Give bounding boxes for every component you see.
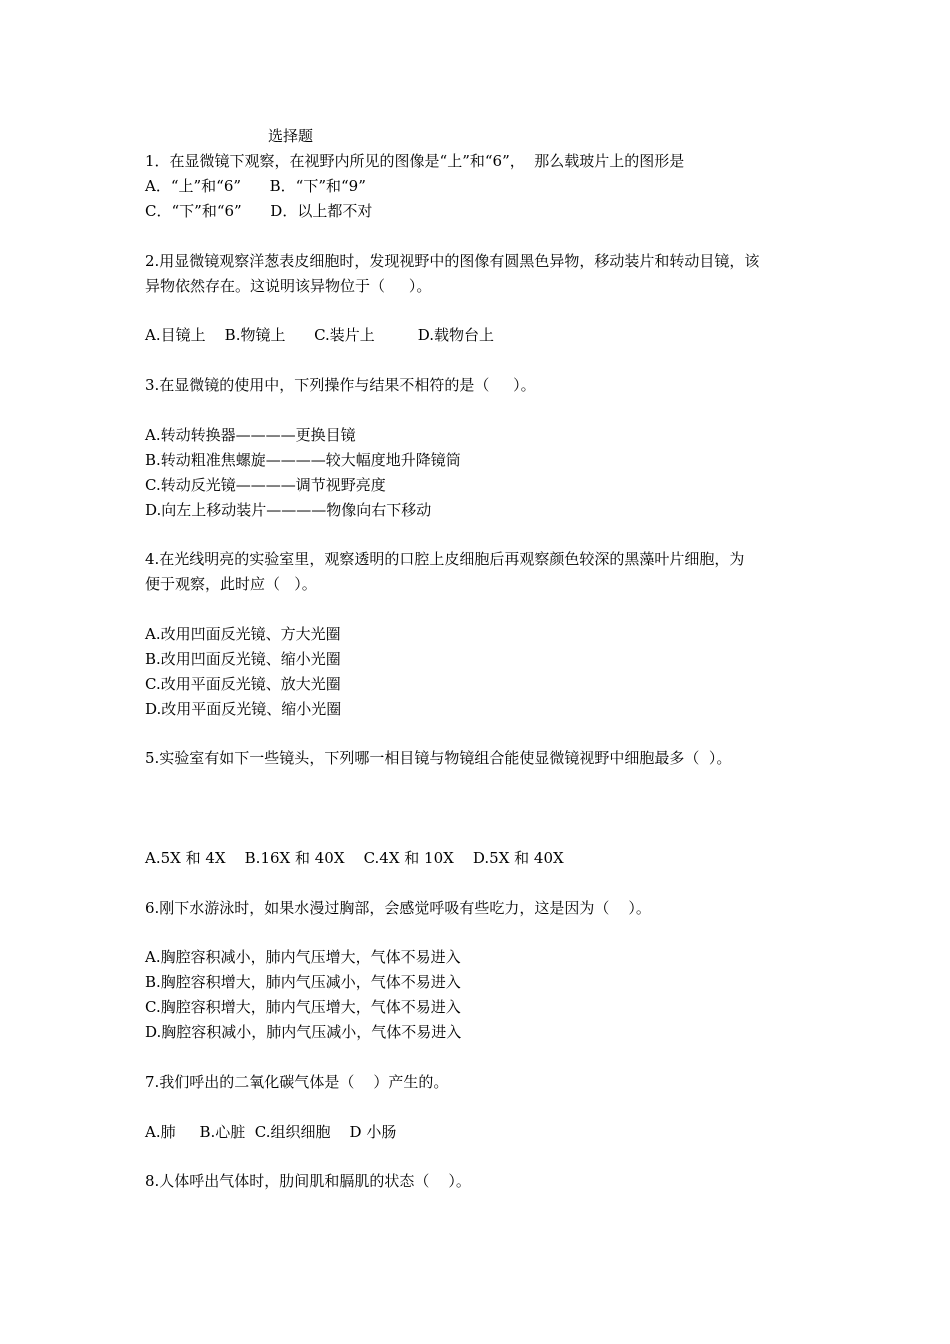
question-stem: 3.在显微镜的使用中，下列操作与结果不相符的是（ ）。 — [145, 376, 536, 394]
question-option: C.转动反光镜————调节视野亮度 — [145, 476, 386, 494]
question-stem: 6.刚下水游泳时，如果水漫过胸部，会感觉呼吸有些吃力，这是因为（ ）。 — [145, 899, 651, 917]
question-options: C．“下”和“6” D．以上都不对 — [145, 202, 373, 220]
question-option: A.胸腔容积减小，肺内气压增大，气体不易进入 — [145, 948, 461, 966]
question-option: B.改用凹面反光镜、缩小光圈 — [145, 650, 341, 668]
question-option: A.转动转换器————更换目镜 — [145, 426, 356, 444]
question-option: A.改用凹面反光镜、方大光圈 — [145, 625, 341, 643]
question-option: B.胸腔容积增大，肺内气压减小，气体不易进入 — [145, 973, 461, 991]
question-option: D.改用平面反光镜、缩小光圈 — [145, 700, 342, 718]
question-stem: 便于观察，此时应（ ）。 — [145, 575, 317, 593]
question-stem: 5.实验室有如下一些镜头，下列哪一相目镜与物镜组合能使显微镜视野中细胞最多（ ）。 — [145, 749, 732, 767]
question-options: A.5X 和 4X B.16X 和 40X C.4X 和 10X D.5X 和 40X — [145, 849, 564, 867]
section-title: 选择题 — [268, 127, 314, 145]
question-stem: 异物依然存在。这说明该异物位于（ ）。 — [145, 277, 432, 295]
question-option: C.改用平面反光镜、放大光圈 — [145, 675, 341, 693]
question-stem: 1．在显微镜下观察，在视野内所见的图像是“上”和“6”， 那么载玻片上的图形是 — [145, 152, 685, 170]
question-option: B.转动粗准焦螺旋————较大幅度地升降镜筒 — [145, 451, 461, 469]
question-stem: 8.人体呼出气体时，肋间肌和膈肌的状态（ ）。 — [145, 1172, 471, 1190]
question-options: A．“上”和“6” B．“下”和“9” — [145, 177, 366, 195]
question-options: A.肺 B.心脏 C.组织细胞 D 小肠 — [145, 1123, 397, 1141]
question-option: C.胸腔容积增大，肺内气压增大，气体不易进入 — [145, 998, 461, 1016]
question-stem: 4.在光线明亮的实验室里，观察透明的口腔上皮细胞后再观察颜色较深的黑藻叶片细胞，为 — [145, 550, 745, 568]
question-stem: 2.用显微镜观察洋葱表皮细胞时，发现视野中的图像有圆黑色异物，移动装片和转动目镜，该 — [145, 252, 760, 270]
question-option: D.胸腔容积减小，肺内气压减小，气体不易进入 — [145, 1023, 462, 1041]
question-options: A.目镜上 B.物镜上 C.装片上 D.载物台上 — [145, 326, 494, 344]
question-option: D.向左上移动装片————物像向右下移动 — [145, 501, 432, 519]
question-stem: 7.我们呼出的二氧化碳气体是（ ）产生的。 — [145, 1073, 449, 1091]
